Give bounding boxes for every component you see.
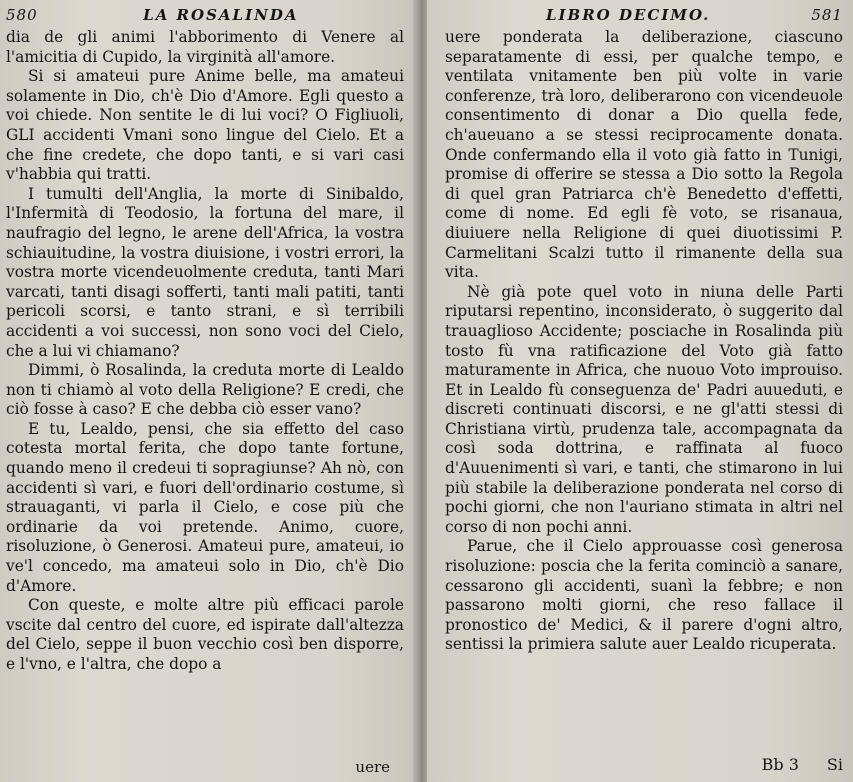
left-page-text bbox=[6, 28, 404, 675]
paragraph: E tu, Lealdo, pensi, che sia effetto del caso cotesta mortal ferita, che dopo tante fortune, quando meno il credeui ti sopragiunse? Ah nò, con accidenti sì vari, e fuori dell'ordinario costume, sì strauaganti, vi parla il Cielo, e cose più che ordinarie da voi pretende. Animo, cuore, risoluzione, ò Generosi. Amateui pure, amateui, io ve'l concedo, ma amateui solo in Dio, ch'è Dio d'Amore. bbox=[6, 419, 404, 595]
catchword: uere bbox=[355, 758, 390, 776]
right-page-header bbox=[445, 6, 843, 26]
page-number: 580 bbox=[6, 6, 38, 24]
running-title: LIBRO DECIMO. bbox=[545, 6, 711, 24]
paragraph: Parue, che il Cielo approuasse così generosa risoluzione: poscia che la ferita cominciò a sanare, cessarono gli accidenti, suanì la febbre; e non passarono molti giorni, che reso fallace il pronostico de' Medici, & il parere d'ogni altro, sentissi la primiera salute auer Lealdo ricuperata. bbox=[445, 537, 843, 654]
catchword: Si bbox=[826, 755, 843, 774]
right-page bbox=[427, 0, 853, 782]
paragraph: I tumulti dell'Anglia, la morte di Sinibaldo, l'Infermità di Teodosio, la fortuna del mare, il naufragio del legno, le arene dell'Africa, la vostra schiauitudine, la vostra diuisione, i vostri errori, la vostra morte vicendeuolmente creduta, tanti Mari varcati, tanti disagi sofferti, tanti mali patiti, tanti pericoli scorsi, e tanto strani, e sì terribili accidenti a voi successi, non sono voci del Cielo, che a lui vi chiamano? bbox=[6, 184, 404, 360]
left-page bbox=[0, 0, 418, 782]
running-title: LA ROSALINDA bbox=[143, 6, 299, 24]
page-number: 581 bbox=[811, 6, 843, 24]
paragraph: Con queste, e molte altre più efficaci parole vscite dal centro del cuore, ed ispirate dall'altezza del Cielo, seppe il buon vecchio così ben disporre, e l'vno, e l'altra, che dopo a bbox=[6, 596, 404, 673]
right-page-footer bbox=[427, 755, 843, 774]
paragraph: Dimmi, ò Rosalinda, la creduta morte di Lealdo non ti chiamò al voto della Religione? E credi, che ciò fosse à caso? E che debba ciò esser vano? bbox=[6, 361, 404, 419]
paragraph: uere ponderata la deliberazione, ciascuno separatamente di essi, per qualche tempo, e ventilata vnitamente ben più volte in varie conferenze, trà loro, deliberarono con vicendeuole consentimento di donar a Dio quella fede, ch'aueuano a se stessi reciprocamente donata. Onde confermando ella il voto già fatto in Tunigi, promise di offerire se stessa a Dio sotto la Regola di quel gran Patriarca ch'è Benedetto d'effetti, come di nome. Ed egli fè voto, se risanaua, diuiuere nella Religione di quei diuotissimi P. Carmelitani Scalzi tutto il rimanente della sua vita. bbox=[445, 28, 843, 282]
right-page-text bbox=[445, 28, 843, 655]
signature-mark: Bb 3 bbox=[761, 755, 799, 774]
paragraph: Si si amateui pure Anime belle, ma amateui solamente in Dio, ch'è Dio d'Amore. Egli questo a voi chiede. Non sentite le di lui voci? O Figliuoli, GLI accidenti Vmani sono lingue del Cielo. Et a che fine credete, che dopo tanti, e si vari casi v'habbia qui tratti. bbox=[6, 67, 404, 184]
left-page-header bbox=[6, 6, 404, 26]
paragraph: dia de gli animi l'abborimento di Venere al l'amicitia di Cupido, la virginità all'amore. bbox=[6, 28, 404, 66]
paragraph: Nè già pote quel voto in niuna delle Parti riputarsi repentino, inconsiderato, ò suggerito dal trauaglioso Accidente; posciache in Rosalinda più tosto fù vna ratificazione del Voto già fatto maturamente in Africa, che nuouo Voto improuiso. Et in Lealdo fù conseguenza de' Padri auueduti, e discreti continuati discorsi, e ne gl'atti stessi di Christiana virtù, prudenza tale, accompagnata da così soda dottrina, e raffinata al fuoco d'Auuenimenti sì vari, e tanti, che stimarono in lui più stabile la deliberazione ponderata nel corso di pochi giorni, che non l'auriano stimata in altri nel corso di non pochi anni. bbox=[445, 282, 843, 536]
